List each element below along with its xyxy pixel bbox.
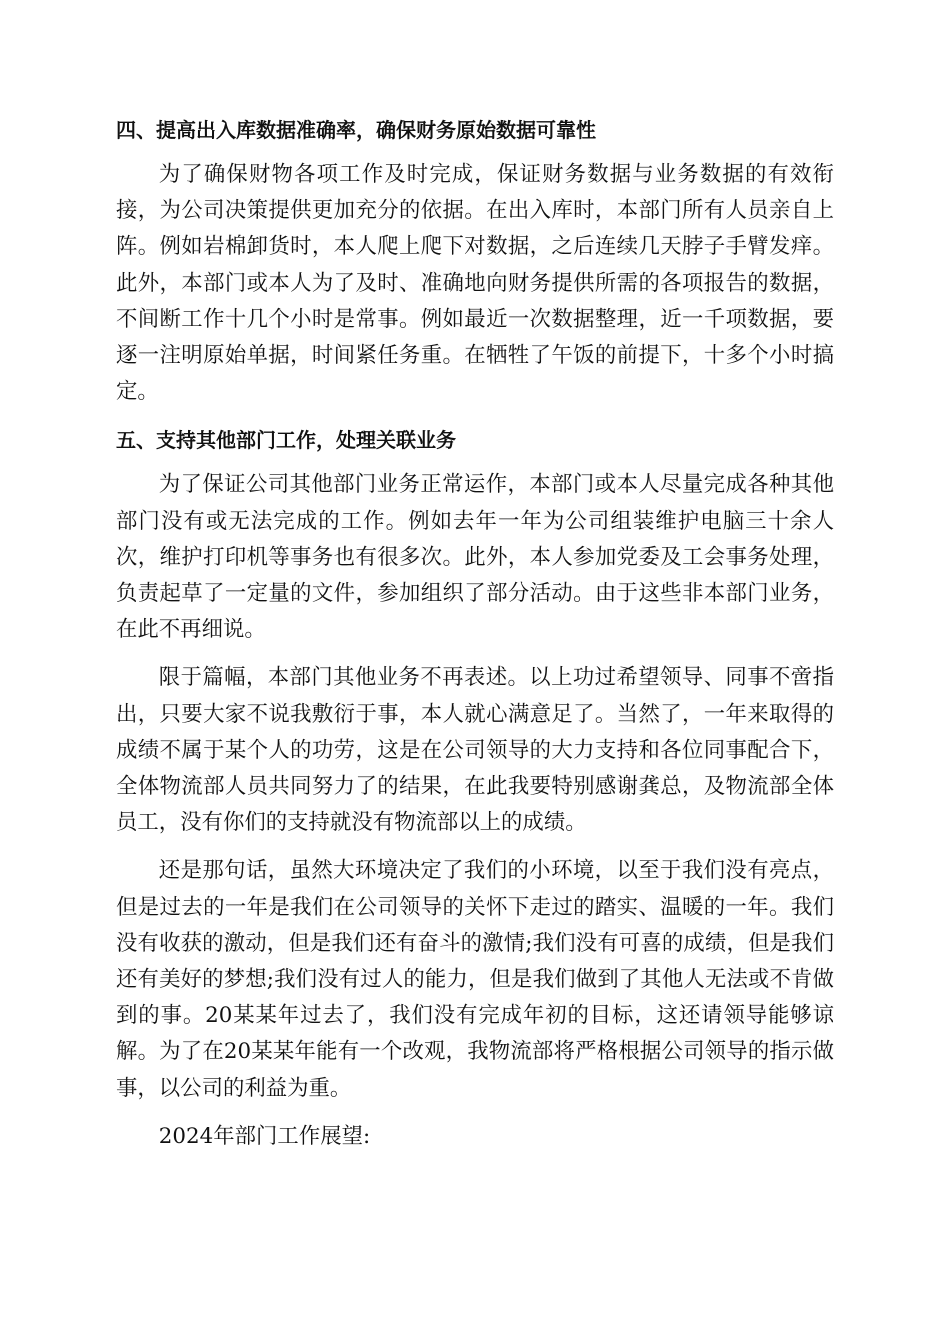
closing-paragraph-1: 限于篇幅，本部门其他业务不再表述。以上功过希望领导、同事不啻指出，只要大家不说我敷衍于事，本人就心满意足了。当然了，一年来取得的成绩不属于某个人的功劳，这是在公司领导的大力支持和各位同事配合下，全体物流部人员共同努力了的结果，在此我要特别感谢龚总，及物流部全体员工，没有你们的支持就没有物流部以上的成绩。	[116, 665, 834, 836]
document-page	[116, 112, 834, 1167]
section-5-paragraph: 为了保证公司其他部门业务正常运作，本部门或本人尽量完成各种其他部门没有或无法完成的工作。例如去年一年为公司组装维护电脑三十余人次，维护打印机等事务也有很多次。此外，本人参加党委及工会事务处理，负责起草了一定量的文件，参加组织了部分活动。由于这些非本部门业务，在此不再细说。	[116, 472, 834, 643]
closing-paragraph-2: 还是那句话，虽然大环境决定了我们的小环境，以至于我们没有亮点，但是过去的一年是我们在公司领导的关怀下走过的踏实、温暖的一年。我们没有收获的激动，但是我们还有奋斗的激情;我们没有可喜的成绩，但是我们还有美好的梦想;我们没有过人的能力，但是我们做到了其他人无法或不肯做到的事。20某某年过去了，我们没有完成年初的目标，这还请领导能够谅解。为了在20某某年能有一个改观，我物流部将严格根据公司领导的指示做事，以公司的利益为重。	[116, 858, 834, 1101]
section-5-heading: 五、支持其他部门工作，处理关联业务	[116, 428, 456, 453]
section-4-paragraph: 为了确保财物各项工作及时完成，保证财务数据与业务数据的有效衔接，为公司决策提供更加充分的依据。在出入库时，本部门所有人员亲自上阵。例如岩棉卸货时，本人爬上爬下对数据，之后连续几天脖子手臂发痒。此外，本部门或本人为了及时、准确地向财务提供所需的各项报告的数据，不间断工作十几个小时是常事。例如最近一次数据整理，近一千项数据，要逐一注明原始单据，时间紧任务重。在牺牲了午饭的前提下，十多个小时搞定。	[116, 162, 834, 405]
outlook-label: 2024年部门工作展望:	[158, 1123, 371, 1149]
section-4-heading: 四、提高出入库数据准确率，确保财务原始数据可靠性	[116, 118, 596, 142]
